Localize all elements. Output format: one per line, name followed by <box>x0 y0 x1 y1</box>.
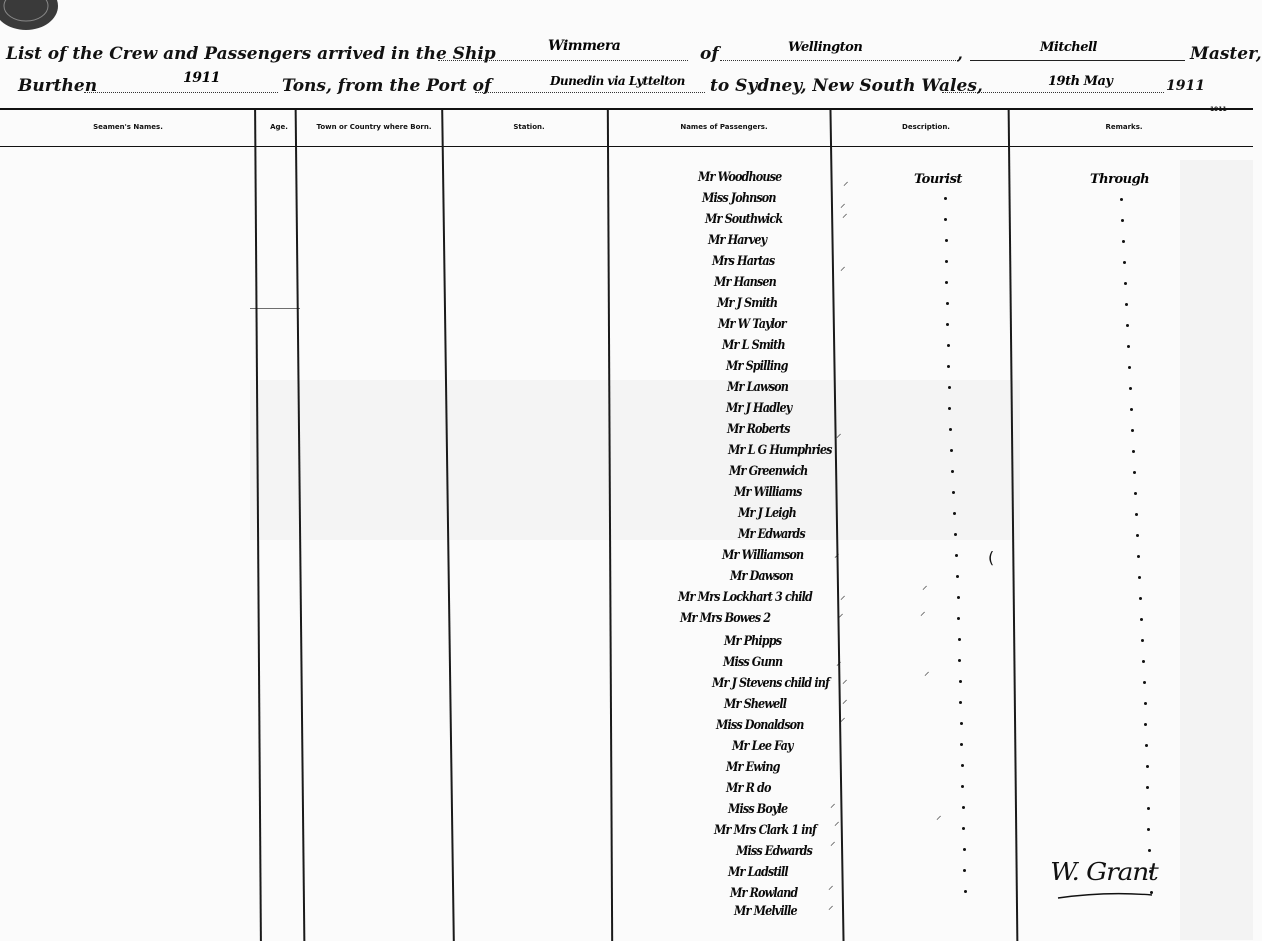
passenger-entry: Mr Edwards <box>738 527 805 542</box>
ditto-mark <box>1130 408 1133 411</box>
header-of-label: of <box>700 44 719 64</box>
passenger-entry: Mr Williams <box>734 485 802 500</box>
passenger-entry: Mr Spilling <box>726 359 788 374</box>
passenger-entry: Miss Edwards <box>736 844 813 859</box>
ditto-mark <box>961 785 964 788</box>
passenger-entry: Mr J Stevens child inf <box>712 676 830 691</box>
arrival-date-line <box>942 92 1164 93</box>
ditto-mark <box>960 722 963 725</box>
header-sydney-label: to Sydney, New South Wales, <box>710 76 983 96</box>
check-mark-icon: ⸝ <box>836 427 842 440</box>
ditto-mark <box>945 260 948 263</box>
ditto-mark <box>954 533 957 536</box>
officer-signature: W. Grant <box>1050 858 1158 886</box>
ditto-mark <box>964 890 967 893</box>
passenger-entry: Mr Mrs Lockhart 3 child <box>678 590 812 605</box>
description-first-entry: Tourist <box>914 172 962 187</box>
ditto-mark <box>952 491 955 494</box>
check-mark-icon: ⸝ <box>842 673 848 686</box>
ditto-mark <box>956 575 959 578</box>
header-burthen-label: Burthen <box>18 76 98 96</box>
check-mark-icon: ⸝ <box>836 655 842 668</box>
ditto-mark <box>1129 387 1132 390</box>
ditto-mark <box>1146 786 1149 789</box>
ditto-mark <box>1121 219 1124 222</box>
passenger-entry: Mr Phipps <box>724 634 782 649</box>
ditto-mark <box>961 764 964 767</box>
ditto-mark <box>962 806 965 809</box>
ditto-mark <box>1144 702 1147 705</box>
ditto-mark <box>960 743 963 746</box>
ditto-mark <box>958 659 961 662</box>
passenger-entry: Mr Ladstill <box>728 865 788 880</box>
ditto-mark <box>947 365 950 368</box>
passenger-entry: Mr Ewing <box>726 760 780 775</box>
ditto-mark <box>945 239 948 242</box>
check-mark-icon: ⸝ <box>830 797 836 810</box>
bracket-mark: ( <box>988 548 995 567</box>
ditto-mark <box>1147 828 1150 831</box>
check-mark-icon: ⸝ <box>936 809 942 822</box>
row-mark <box>250 308 300 309</box>
arrival-date-value: 19th May <box>1048 74 1113 89</box>
col-seamens-names: Seamen's Names. <box>93 123 163 131</box>
passenger-entry: Mrs Hartas <box>712 254 775 269</box>
ditto-mark <box>953 512 956 515</box>
check-mark-icon: ⸝ <box>828 879 834 892</box>
passenger-entry: Miss Johnson <box>702 191 776 206</box>
passenger-list-page: List of the Crew and Passengers arrived in the Ship Wimmera of Wellington , Mitchell Master, Burthen 1911 Tons, from the Port of Dunedin via Lyttelton to Sydney, New South Wales, 19th May 1911 Seamen's Names. Age. Town or Country where Born. Station. Names of Passengers. Description. Remarks. Tourist Through Mr Woodhouse Miss Johnson Mr Southwick Mr Harvey Mrs Hartas Mr Hansen Mr J Smith Mr W Taylor Mr L Smith Mr Spilling Mr Lawson Mr J Hadley Mr Roberts Mr L G Humphries Mr Greenwich Mr Williams Mr J Leigh Mr Edwards Mr Williamson Mr Dawson Mr Mrs Lockhart 3 child Mr Mrs Bowes 2 Mr Phipps Miss Gunn Mr J Stevens child inf Mr Shewell Miss Donaldson Mr Lee Fay Mr Ewing Mr R do Miss Boyle Mr Mrs Clark 1 inf Miss Edwards Mr Ladstill Mr Rowland Mr Melville ⸝ ⸝ ⸝ ⸝ ⸝ ⸝ ⸝ ⸝ ⸝ ⸝ ⸝ ⸝ ⸝ ⸝ ⸝ ⸝ ⸝ ⸝ ⸝ ⸝ ⸝ ( W. Grant <box>0 0 1253 941</box>
ditto-mark <box>1139 597 1142 600</box>
ditto-mark <box>1127 345 1130 348</box>
ditto-mark <box>950 449 953 452</box>
ditto-mark <box>958 638 961 641</box>
check-mark-icon: ⸝ <box>834 547 840 560</box>
passenger-entry: Mr Harvey <box>708 233 767 248</box>
check-mark-icon: ⸝ <box>843 175 849 188</box>
check-mark-icon: ⸝ <box>838 607 844 620</box>
check-mark-icon: ⸝ <box>840 197 846 210</box>
ditto-mark <box>1135 513 1138 516</box>
passenger-entry: Mr Shewell <box>724 697 787 712</box>
check-mark-icon: ⸝ <box>842 207 848 220</box>
ditto-mark <box>944 218 947 221</box>
seal-stamp-icon <box>0 0 56 30</box>
passenger-entry: Mr Lee Fay <box>732 739 793 754</box>
ship-name-value: Wimmera <box>548 38 621 54</box>
port-of-registry-line <box>720 60 958 61</box>
ditto-mark <box>1132 450 1135 453</box>
ditto-mark <box>1134 492 1137 495</box>
ditto-mark <box>946 302 949 305</box>
ditto-mark <box>1131 429 1134 432</box>
signature-underline <box>1056 890 1156 902</box>
col-station: Station. <box>513 123 545 131</box>
table-header-rule <box>0 146 1253 147</box>
passenger-entry: Mr Dawson <box>730 569 793 584</box>
passenger-entry: Mr Mrs Bowes 2 <box>680 611 771 626</box>
check-mark-icon: ⸝ <box>842 693 848 706</box>
check-mark-icon: ⸝ <box>924 665 930 678</box>
ditto-mark <box>959 701 962 704</box>
passenger-entry: Mr Greenwich <box>729 464 808 479</box>
ditto-mark <box>1137 555 1140 558</box>
ditto-mark <box>1148 849 1151 852</box>
passenger-entry: Mr L Smith <box>722 338 785 353</box>
ditto-mark <box>963 869 966 872</box>
header-title-prefix: List of the Crew and Passengers arrived in the Ship <box>6 44 496 64</box>
passenger-entry: Mr Williamson <box>722 548 804 563</box>
check-mark-icon: ⸝ <box>840 711 846 724</box>
master-name-line <box>970 60 1185 61</box>
scan-shading-right <box>1180 160 1253 940</box>
passenger-entry: Mr Rowland <box>730 886 798 901</box>
ditto-mark <box>1141 639 1144 642</box>
master-name-value: Mitchell <box>1040 40 1097 55</box>
ditto-mark <box>1144 723 1147 726</box>
port-from-line <box>475 92 705 93</box>
ditto-mark <box>1136 534 1139 537</box>
passenger-entry: Mr J Hadley <box>726 401 792 416</box>
passenger-entry: Miss Donaldson <box>716 718 804 733</box>
check-mark-icon: ⸝ <box>830 835 836 848</box>
passenger-entry: Mr J Smith <box>717 296 778 311</box>
ditto-mark <box>948 407 951 410</box>
ditto-mark <box>957 596 960 599</box>
col-passenger-names: Names of Passengers. <box>680 123 768 131</box>
ditto-mark <box>948 386 951 389</box>
ditto-mark <box>1138 576 1141 579</box>
ditto-mark <box>1147 807 1150 810</box>
ditto-mark <box>1122 240 1125 243</box>
ditto-mark <box>1125 303 1128 306</box>
passenger-entry: Mr Lawson <box>727 380 789 395</box>
ditto-mark <box>1145 744 1148 747</box>
ditto-mark <box>963 848 966 851</box>
burthen-value: 1911 <box>183 70 220 86</box>
ditto-mark <box>1124 282 1127 285</box>
passenger-entry: Miss Gunn <box>723 655 783 670</box>
passenger-entry: Mr Southwick <box>705 212 783 227</box>
header-master-label: Master, <box>1190 44 1262 64</box>
ditto-mark <box>945 281 948 284</box>
ditto-mark <box>946 323 949 326</box>
ditto-mark <box>955 554 958 557</box>
col-age: Age. <box>270 123 288 131</box>
passenger-entry: Miss Boyle <box>728 802 788 817</box>
ditto-mark <box>1140 618 1143 621</box>
ditto-mark <box>951 470 954 473</box>
arrival-year: 1911 <box>1166 78 1205 94</box>
ship-name-line <box>438 60 688 61</box>
ditto-mark <box>959 680 962 683</box>
passenger-entry: Mr Woodhouse <box>698 170 782 185</box>
remarks-first-entry: Through <box>1090 172 1150 187</box>
header-tons-label: Tons, from the Port of <box>282 76 492 96</box>
ditto-mark <box>947 344 950 347</box>
ditto-mark <box>1146 765 1149 768</box>
ditto-mark <box>1128 366 1131 369</box>
col-description: Description. <box>902 123 950 131</box>
ditto-mark <box>944 197 947 200</box>
passenger-entry: Mr L G Humphries <box>728 443 832 458</box>
table-top-rule <box>0 108 1253 110</box>
col-birthplace: Town or Country where Born. <box>316 123 432 131</box>
burthen-line <box>84 92 278 93</box>
check-mark-icon: ⸝ <box>828 899 834 912</box>
check-mark-icon: ⸝ <box>840 589 846 602</box>
ditto-mark <box>962 827 965 830</box>
scan-shading <box>250 380 1020 540</box>
check-mark-icon: ⸝ <box>834 815 840 828</box>
check-mark-icon: ⸝ <box>840 260 846 273</box>
passenger-entry: Mr Mrs Clark 1 inf <box>714 823 816 838</box>
ditto-mark <box>1133 471 1136 474</box>
passenger-entry: Mr Hansen <box>714 275 776 290</box>
check-mark-icon: ⸝ <box>922 579 928 592</box>
ditto-mark <box>1123 261 1126 264</box>
port-of-registry-value: Wellington <box>788 40 863 55</box>
ditto-mark <box>1120 198 1123 201</box>
ditto-mark <box>1142 660 1145 663</box>
passenger-entry: Mr R do <box>726 781 771 796</box>
passenger-entry: Mr Melville <box>734 904 797 919</box>
ditto-mark <box>1143 681 1146 684</box>
passenger-entry: Mr Roberts <box>727 422 790 437</box>
col-remarks: Remarks. <box>1105 123 1143 131</box>
passenger-entry: Mr J Leigh <box>738 506 796 521</box>
passenger-entry: Mr W Taylor <box>718 317 786 332</box>
ditto-mark <box>957 617 960 620</box>
check-mark-icon: ⸝ <box>920 605 926 618</box>
port-from-value: Dunedin via Lyttelton <box>550 74 685 88</box>
ditto-mark <box>1126 324 1129 327</box>
ditto-mark <box>949 428 952 431</box>
